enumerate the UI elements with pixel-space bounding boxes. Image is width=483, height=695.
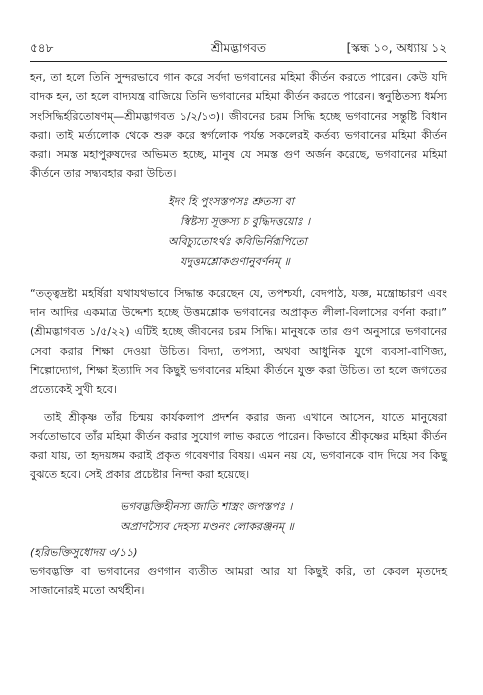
paragraph-1: হন, তা হলে তিনি সুন্দরভাবে গান করে সর্বদা ভগবানের মহিমা কীর্তন করতে পারেন। কেউ যদি বাদক হন, তা হলে বাদ্যযন্ত্র বাজিয়ে তিনি ভগবানের মহিমা কীর্তন করতে পারেন। স্বনুষ্ঠিতস্য ধর্মস্য সংসিদ্ধির্হরিতোষণম্—শ্রীমদ্ভাগবত ১/২/১৩)। জীবনের চরম সিদ্ধি হচ্ছে ভগবানের সন্তুষ্টি বিধান করা। তাই মর্ত্যলোক থেকে শুরু করে স্বর্গলোক পর্যন্ত সকলেরই কর্তব্য ভগবানের মহিমা কীর্তন করা। সমস্ত মহাপুরুষদের অভিমত হচ্ছে, মানুষ যে সমস্ত গুণ অর্জন করেছে, ভগবানের মহিমা কীর্তনে তার সদ্ব্যবহার করা উচিত। — [30, 71, 447, 181]
page-header — [30, 40, 447, 58]
sanskrit-verse-2 — [30, 497, 447, 537]
verse-1-line-4: যদুত্তমশ্লোকগুণানুবর্ণনম্ ॥ — [180, 254, 290, 268]
verse-1-line-3: অবিচ্যুতোঽর্থঃ কবিভির্নিরূপিতো — [168, 234, 307, 248]
header-rule — [30, 61, 447, 62]
verse-2-reference: (হরিভক্তিসুধোদয় ৩/১১) — [30, 545, 138, 559]
verse-2-line-1: ভগবদ্ভক্তিহীনস্য জাতি শাস্ত্রং জপস্তপঃ । — [120, 499, 293, 513]
paragraph-2: “তত্ত্বদ্রষ্টা মহর্ষিরা যথাযথভাবে সিদ্ধান্ত করেছেন যে, তপশ্চর্যা, বেদপাঠ, যজ্ঞ, মন্ত্রোচ্চারণ এবং দান আদির একমাত্র উদ্দেশ্য হচ্ছে উত্তমশ্লোক ভগবানের অপ্রাকৃত লীলা-বিলাসের বর্ণনা করা।” (শ্রীমদ্ভাগবত ১/৫/২২) এটিই হচ্ছে জীবনের চরম সিদ্ধি। মানুষকে তার গুণ অনুসারে ভগবানের সেবা করার শিক্ষা দেওয়া উচিত। বিদ্যা, তপস্যা, অথবা আধুনিক যুগে ব্যবসা-বাণিজ্য, শিল্পোদ্যোগ, শিক্ষা ইত্যাদি সব কিছুই ভগবানের মহিমা কীর্তনে যুক্ত করা উচিত। তা হলে জগতের প্রত্যেকেই সুখী হবে। — [30, 286, 447, 397]
verse-1-line-2: স্বিষ্টস্য সূক্তস্য চ বুদ্ধিদত্তয়োঃ । — [180, 214, 311, 228]
book-title: শ্রীমদ্ভাগবত — [210, 41, 266, 55]
verse-2-line-2: অপ্রাণস্যৈব দেহস্য মণ্ডনং লোকরঞ্জনম্ ॥ — [120, 519, 294, 533]
page-body — [30, 68, 447, 601]
chapter-label: [স্কন্ধ ১০, অধ্যায় ১২ — [346, 41, 447, 55]
paragraph-3: তাই শ্রীকৃষ্ণ তাঁর চিন্ময় কার্যকলাপ প্রদর্শন করার জন্য এখানে আসেন, যাতে মানুষেরা সর্বতোভাবে তাঁর মহিমা কীর্তন করার সুযোগ লাভ করতে পারেন। কিভাবে শ্রীকৃষ্ণের মহিমা কীর্তন করা যায়, তা হৃদয়ঙ্গম করাই প্রকৃত গবেষণার বিষয়। এমন নয় যে, ভগবানকে বাদ দিয়ে সব কিছু বুঝতে হবে। সেই প্রকার প্রচেষ্টার নিন্দা করা হয়েছে। — [30, 410, 447, 482]
verse-1-line-1: ইদং হি পুংসস্তপসঃ শ্রুতস্য বা — [168, 194, 294, 208]
sanskrit-verse-1 — [30, 192, 447, 272]
page-number: ৫৪৮ — [30, 41, 54, 55]
paragraph-4: ভগবদ্ভক্তি বা ভগবানের গুণগান ব্যতীত আমরা আর যা কিছুই করি, তা কেবল মৃতদেহ সাজানোরই মতো অর্থহীন। — [30, 565, 447, 598]
